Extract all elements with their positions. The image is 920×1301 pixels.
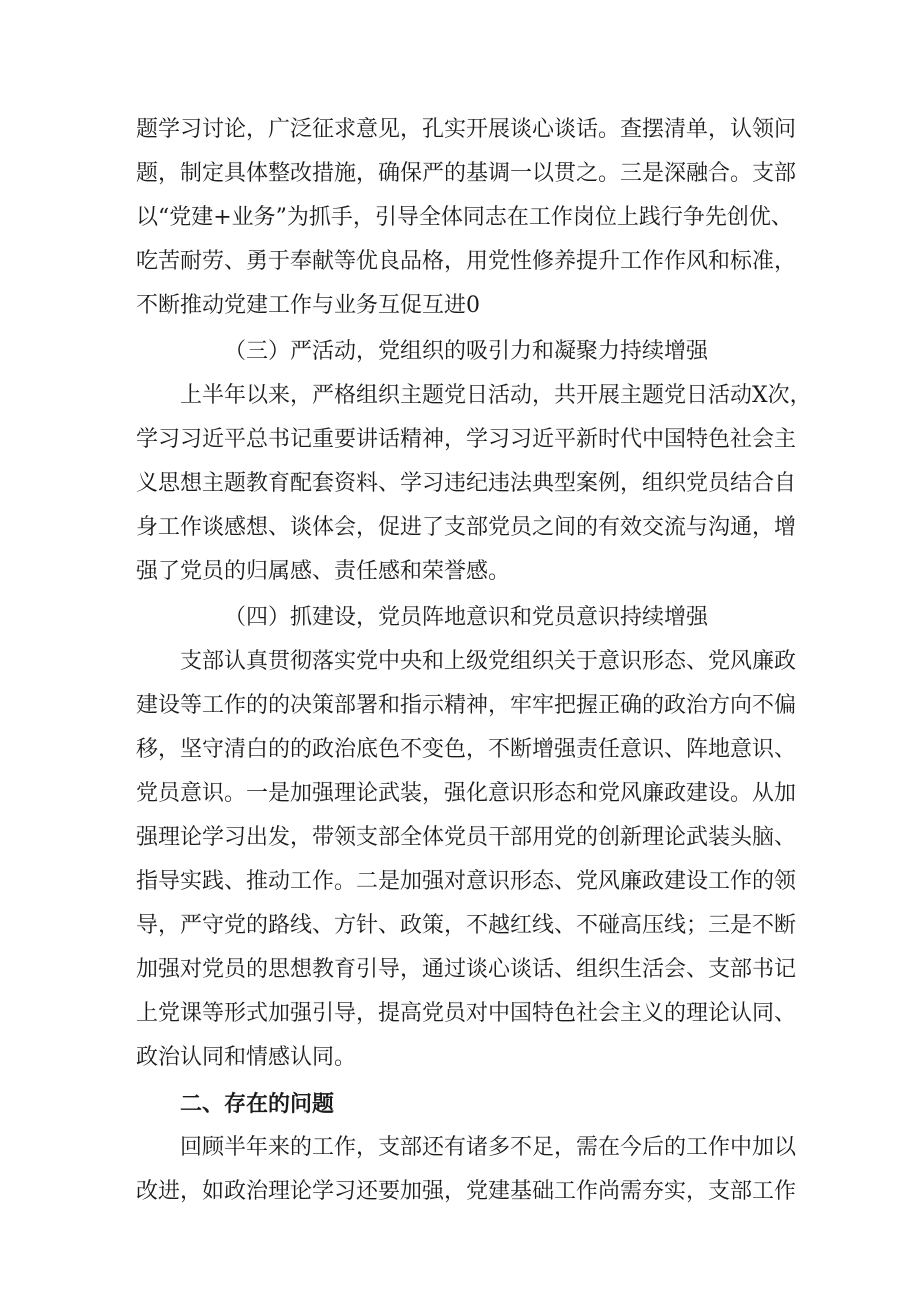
chapter-heading: 二、存在的问题 <box>180 1091 335 1117</box>
paragraph-line: 上党课等形式加强引导，提高党员对中国特色社会主义的理论认同、 <box>136 1001 797 1026</box>
paragraph-line: 不断推动党建工作与业务互促互进0 <box>136 293 480 318</box>
paragraph-line: 强了党员的归属感、责任感和荣誉感。 <box>136 559 511 584</box>
paragraph-line: 政治认同和情感认同。 <box>136 1045 357 1070</box>
paragraph-line: 回顾半年来的工作，支部还有诸多不足，需在今后的工作中加以 <box>180 1135 797 1160</box>
paragraph-line: 题，制定具体整改措施，确保严的基调一以贯之。三是深融合。支部 <box>136 161 797 186</box>
section-heading-4: （四）抓建设，党员阵地意识和党员意识持续增强 <box>224 605 709 630</box>
paragraph-line: 改进，如政治理论学习还要加强，党建基础工作尚需夯实，支部工作 <box>136 1179 797 1204</box>
paragraph-line: 以“党建+业务”为抓手，引导全体同志在工作岗位上践行争先创优、 <box>136 205 793 230</box>
paragraph-line: 学习习近平总书记重要讲话精神，学习习近平新时代中国特色社会主 <box>136 427 797 452</box>
paragraph-line: 建设等工作的的决策部署和指示精神，牢牢把握正确的政治方向不偏 <box>136 693 797 718</box>
paragraph-line: 吃苦耐劳、勇于奉献等优良品格，用党性修养提升工作作风和标准， <box>136 249 797 274</box>
paragraph-line: 导，严守党的路线、方针、政策，不越红线、不碰高压线；三是不断 <box>136 913 797 938</box>
paragraph-line: 强理论学习出发，带领支部全体党员干部用党的创新理论武装头脑、 <box>136 825 797 850</box>
paragraph-line: 指导实践、推动工作。二是加强对意识形态、党风廉政建设工作的领 <box>136 869 797 894</box>
paragraph-line: 上半年以来，严格组织主题党日活动，共开展主题党日活动X次， <box>180 383 812 408</box>
paragraph-line: 义思想主题教育配套资料、学习违纪违法典型案例，组织党员结合自 <box>136 471 797 496</box>
paragraph-line: 支部认真贯彻落实党中央和上级党组织关于意识形态、党风廉政 <box>180 649 797 674</box>
section-heading-3: （三）严活动，党组织的吸引力和凝聚力持续增强 <box>224 339 709 364</box>
paragraph-line: 党员意识。一是加强理论武装，强化意识形态和党风廉政建设。从加 <box>136 781 797 806</box>
paragraph-line: 身工作谈感想、谈体会，促进了支部党员之间的有效交流与沟通，增 <box>136 515 797 540</box>
paragraph-line: 移，坚守清白的的政治底色不变色，不断增强责任意识、阵地意识、 <box>136 737 797 762</box>
paragraph-line: 加强对党员的思想教育引导，通过谈心谈话、组织生活会、支部书记 <box>136 957 797 982</box>
paragraph-line: 题学习讨论，广泛征求意见，孔实开展谈心谈话。查摆清单，认领问 <box>136 117 797 142</box>
